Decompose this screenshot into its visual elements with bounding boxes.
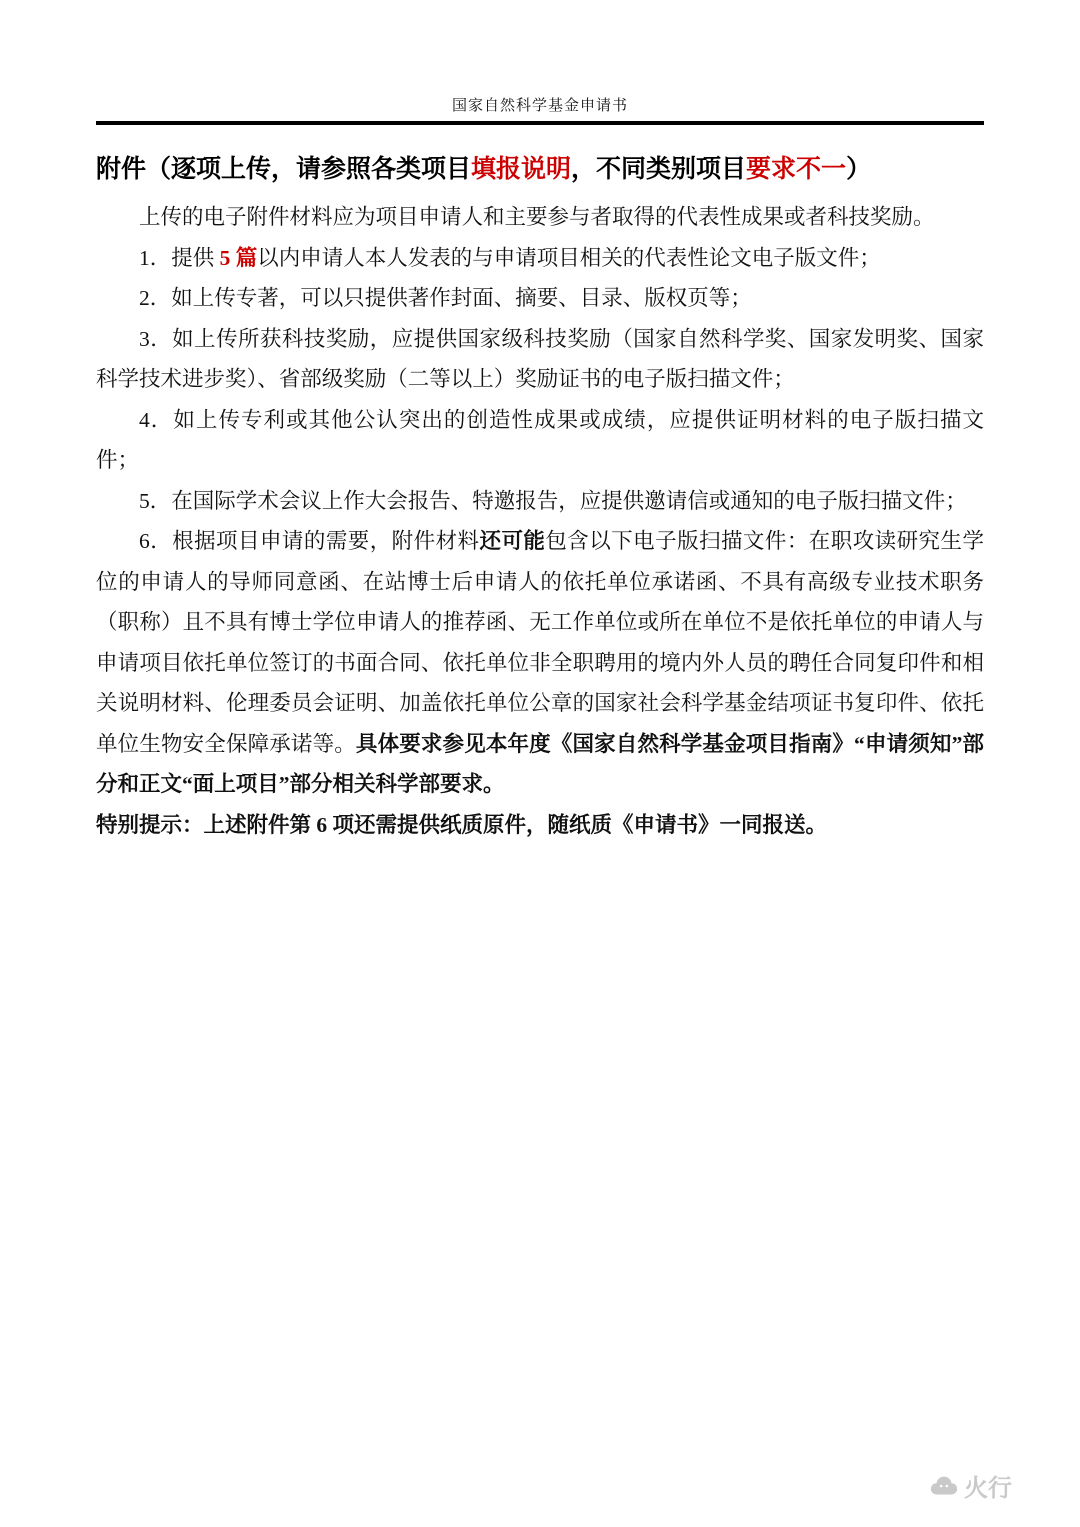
heading-segment: 附件（逐项上传，请参照各类项目 [96,155,472,183]
text-segment: 以内申请人本人发表的与申请项目相关的代表性论文电子版文件； [257,245,881,270]
special-notice [96,805,984,846]
text-segment: 6．根据项目申请的需要，附件材料 [139,529,480,553]
text-segment: 1．提供 [139,245,220,270]
text-segment-bold: 具体要求参见本年度《国家自然科学基金项目指南》“申请须知”部分和正文“面上项目”部分相关科学部要求。 [96,731,984,796]
text-segment: 上传的电子附件材料应为项目申请人和主要参与者取得的代表性成果或者科技奖励。 [139,205,935,229]
text-segment: 包含以下电子版扫描文件：在职攻读研究生学位的申请人的导师同意函、在站博士后申请人的依托单位承诺函、不具有高级专业技术职务（职称）且不具有博士学位申请人的推荐函、无工作单位或所在单位不是依托单位的申请人与申请项目依托单位签订的书面合同、依托单位非全职聘用的境内外人员的聘任合同复印件和相关说明材料、伦理委员会证明、加盖依托单位公章的国家社会科学基金结项证书复印件、依托单位生物安全保障承诺等。 [96,529,984,756]
huoxing-logo-icon [929,1474,959,1498]
huoxing-watermark [929,1468,1012,1503]
list-item-1 [96,238,984,279]
text-segment: 5．在国际学术会议上作大会报告、特邀报告，应提供邀请信或通知的电子版扫描文件； [139,488,967,513]
document-body [0,149,1080,845]
document-header [0,0,1080,115]
text-segment-bold: 还可能 [479,529,546,553]
heading-segment: ） [846,155,872,183]
list-item-6 [96,521,984,805]
list-item-5 [96,481,984,522]
heading-segment-red: 要求不一 [746,155,847,183]
text-segment: 4．如上传专利或其他公认突出的创造性成果或成绩，应提供证明材料的电子版扫描文件； [96,407,984,472]
list-item-4 [96,400,984,481]
heading-segment: ，不同类别项目 [571,155,747,183]
text-segment-bold: 特别提示：上述附件第 6 项还需提供纸质原件，随纸质《申请书》一同报送。 [96,812,828,837]
section-heading [96,149,984,189]
heading-segment-red: 填报说明 [471,155,572,183]
text-segment: 2．如上传专著，可以只提供著作封面、摘要、目录、版权页等； [139,286,752,310]
intro-paragraph [96,197,984,238]
document-header-title: 国家自然科学基金申请书 [451,98,628,114]
text-segment: 3．如上传所获科技奖励，应提供国家级科技奖励（国家自然科学奖、国家发明奖、国家科学技术进步奖）、省部级奖励（二等以上）奖励证书的电子版扫描文件； [96,326,984,391]
list-item-2 [96,278,984,319]
list-item-3 [96,319,984,400]
header-rule [96,121,984,125]
huoxing-label: 火行 [964,1475,1012,1502]
text-segment-red: 5 篇 [219,245,258,270]
